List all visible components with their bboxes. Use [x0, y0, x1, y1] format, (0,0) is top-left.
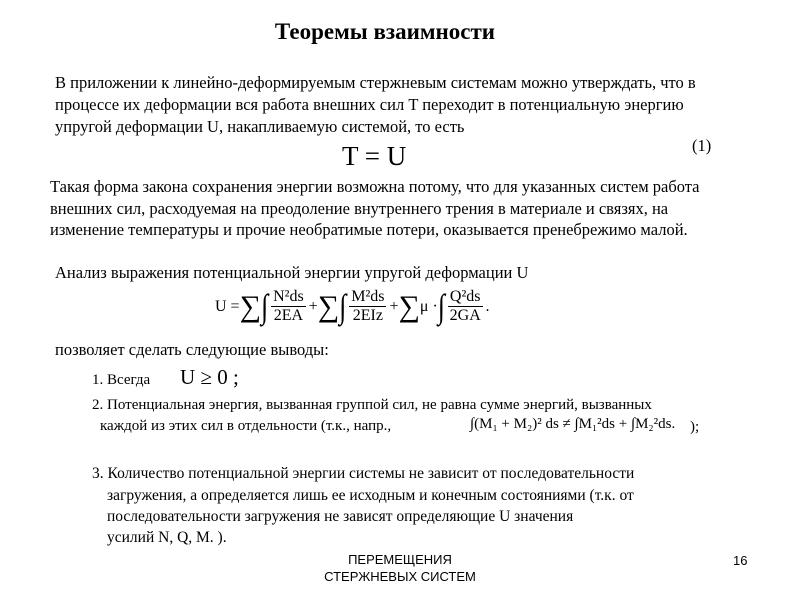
item-2-line: каждой из этих сил в отдельности (т.к., напр., — [100, 418, 392, 434]
footer-line: СТЕРЖНЕВЫХ СИСТЕМ — [324, 569, 476, 584]
page-number: 16 — [733, 553, 748, 568]
formula-lhs: U = — [215, 297, 240, 315]
fraction: $\frac{\text{Q²ds}}{2GA}$ — [449, 288, 481, 324]
item-3-line: 3. Количество потенциальной энергии системы не зависит от последовательности — [92, 465, 635, 482]
item-3-line: загружения, а определяется лишь ее исходным и конечным состояниями (т.к. от — [107, 487, 634, 504]
item-1-text: 1. Всегда — [92, 372, 151, 388]
paragraph-line: В приложении к линейно-деформируемым стержневым системам можно утверждать, что в — [55, 73, 696, 92]
plus: + — [308, 297, 318, 315]
sum-symbol: ∑ — [317, 289, 340, 323]
item-1-expr: U ≥ 0 ; — [180, 365, 239, 389]
item-2-end: ); — [690, 419, 700, 435]
analysis-line: Анализ выражения потенциальной энергии упругой деформации U — [55, 263, 529, 282]
fraction: $\frac{\text{N²ds}}{2EA}$ — [273, 288, 304, 324]
period: . — [485, 297, 490, 315]
conclusion-intro: позволяет сделать следующие выводы: — [55, 340, 329, 359]
sum-symbol: ∑ — [239, 289, 261, 323]
slide-title: Теоремы взаимности — [274, 19, 496, 44]
paragraph-line: процессе их деформации вся работа внешних сил T переходит в потенциальную энергию — [55, 95, 684, 114]
integral-symbol: ∫ — [437, 287, 445, 325]
item-3-line: усилий N, Q, M. ). — [107, 529, 227, 546]
fraction: $\frac{\text{M²ds}}{\text{2EIz}}$ — [351, 288, 385, 324]
equation-t-equals-u: T = U — [342, 141, 407, 171]
paragraph-line: упругой деформации U, накапливаемую системой, то есть — [55, 117, 465, 136]
footer-title — [250, 551, 550, 585]
mu-coefficient: μ · — [419, 297, 438, 315]
equation-number: (1) — [692, 136, 712, 155]
plus: + — [389, 297, 399, 315]
item-3-line: последовательности загружения не зависят определяющие U значения — [107, 508, 574, 525]
item-2-line: 2. Потенциальная энергия, вызванная группой сил, не равна сумме энергий, вызванных — [92, 397, 652, 413]
item-2-expr: ∫(M₁ + M₂)² ds ≠ ∫M₁²ds + ∫M₂²ds. — [470, 416, 676, 432]
paragraph-line: Такая форма закона сохранения энергии возможна потому, что для указанных систем работа — [50, 177, 700, 196]
paragraph-line: внешних сил, расходуемая на преодоление внутреннего трения в материале и связях, на — [50, 199, 669, 218]
sum-symbol: ∑ — [398, 289, 420, 323]
footer-line: ПЕРЕМЕЩЕНИЯ — [348, 552, 452, 567]
energy-formula — [215, 288, 490, 325]
integral-symbol: ∫ — [260, 287, 269, 325]
paragraph-line: изменение температуры и прочие необратимые потери, оказывается пренебрежимо малой. — [50, 220, 688, 239]
integral-symbol: ∫ — [339, 287, 347, 325]
